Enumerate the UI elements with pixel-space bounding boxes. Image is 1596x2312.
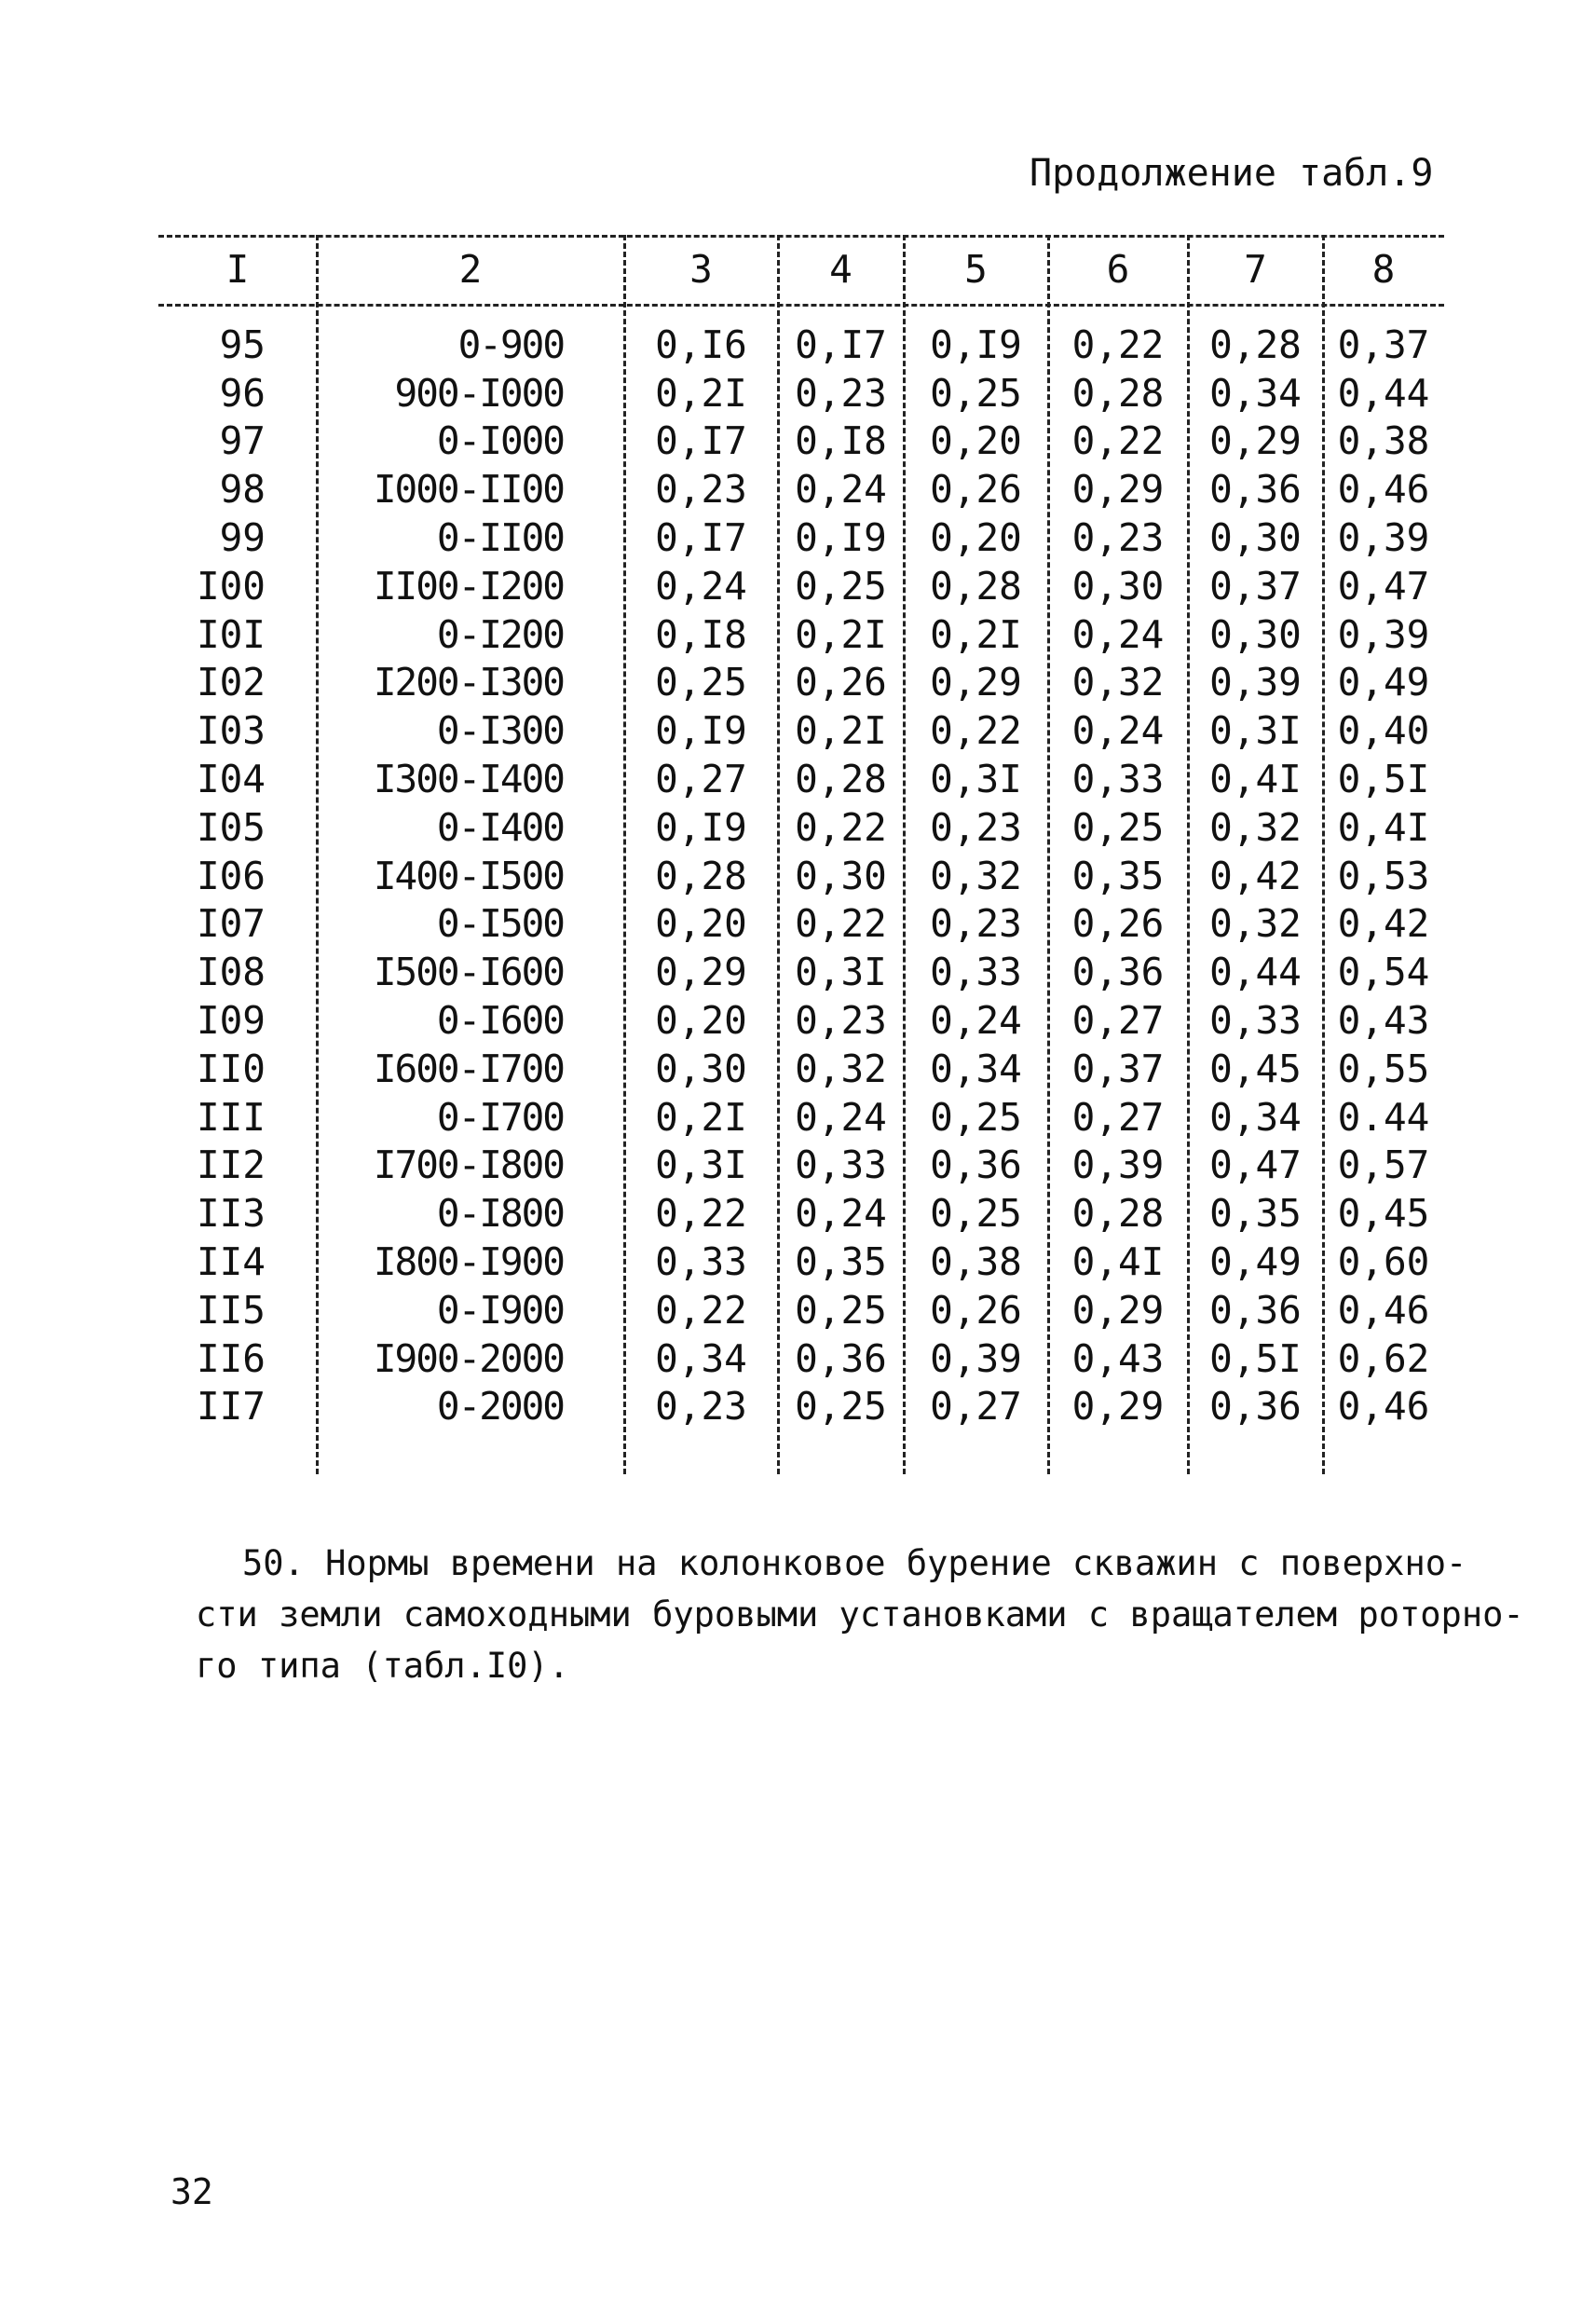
table-cell: 0,28: [930, 563, 1022, 609]
table-cell: 0,26: [795, 660, 887, 705]
table-cell: 0,20: [655, 901, 747, 947]
table-cell: 0,3I: [930, 757, 1022, 802]
table-cell: 0,33: [655, 1239, 747, 1285]
table-row: [158, 706, 1444, 755]
table-cell: 0-I200: [436, 611, 564, 657]
table-cell: 97: [219, 418, 266, 464]
table-cell: 0,24: [1071, 611, 1165, 657]
table-cell: 0,33: [930, 950, 1022, 995]
table-cell: 0,22: [795, 901, 887, 947]
table-cell: II0: [196, 1046, 266, 1091]
table-cell: 0,39: [930, 1335, 1022, 1381]
table-row: [158, 1189, 1444, 1238]
table-row: [158, 417, 1444, 466]
table-row: [158, 465, 1444, 513]
table-cell: I06: [196, 853, 266, 898]
table-cell: 0,30: [1209, 611, 1302, 657]
table-cell: I03: [196, 708, 266, 754]
table-cell: 0,35: [1071, 853, 1165, 898]
table-cell: III: [196, 1094, 266, 1140]
column-header-3: 3: [689, 247, 713, 292]
table-cell: 0,I9: [930, 321, 1022, 367]
table-row: [158, 562, 1444, 610]
table-cell: 0-II00: [436, 515, 564, 561]
table-row: [158, 1383, 1444, 1431]
table-cell: I0I: [196, 611, 266, 657]
table-cell: I07: [196, 901, 266, 947]
table-cell: 0-2000: [436, 1384, 564, 1430]
table-cell: 0,40: [1337, 708, 1430, 754]
table-cell: 95: [219, 321, 266, 367]
table-cell: 0,3I: [795, 950, 887, 995]
table-cell: 0,45: [1337, 1191, 1430, 1237]
table-cell: I800-I900: [373, 1239, 564, 1285]
table-cell: II6: [196, 1335, 266, 1381]
table-cell: 0-I900: [436, 1287, 564, 1333]
table-cell: 0,4I: [1071, 1239, 1165, 1285]
paragraph-line: го типа (табл.I0).: [196, 1646, 569, 1686]
table-cell: 0,23: [655, 1384, 747, 1430]
table-cell: 0,55: [1337, 1046, 1430, 1091]
table-cell: 0,43: [1071, 1335, 1165, 1381]
table-cell: 0,I8: [795, 418, 887, 464]
table-cell: 0,3I: [655, 1142, 747, 1188]
table-cell: 0,33: [795, 1142, 887, 1188]
table-cell: 99: [219, 515, 266, 561]
table-cell: 0,23: [795, 998, 887, 1044]
table-cell: 0,25: [930, 1191, 1022, 1237]
column-header-2: 2: [458, 247, 483, 292]
table-cell: 0,49: [1337, 660, 1430, 705]
table-cell: 0,44: [1337, 370, 1430, 416]
table-cell: I04: [196, 757, 266, 802]
table-cell: 0,22: [1071, 418, 1165, 464]
table-cell: 0.44: [1337, 1094, 1430, 1140]
table-cell: 0,23: [930, 804, 1022, 850]
table-cell: I00: [196, 563, 266, 609]
table-cell: 0,36: [1209, 1287, 1302, 1333]
norms-table: [158, 235, 1444, 1488]
table-cell: 0,39: [1337, 611, 1430, 657]
table-cell: I000-II00: [373, 467, 564, 513]
table-row: [158, 659, 1444, 707]
table-cell: 96: [219, 370, 266, 416]
table-cell: 0,42: [1209, 853, 1302, 898]
table-cell: 0,25: [655, 660, 747, 705]
table-cell: 0,5I: [1209, 1335, 1302, 1381]
table-cell: 0,2I: [795, 708, 887, 754]
table-cell: 0,34: [655, 1335, 747, 1381]
table-row: [158, 304, 1444, 369]
table-cell: 0,28: [1209, 321, 1302, 367]
table-cell: I300-I400: [373, 757, 564, 802]
table-cell: I08: [196, 950, 266, 995]
table-row: [158, 1142, 1444, 1190]
table-cell: 0-I600: [436, 998, 564, 1044]
data-grid: [158, 235, 1444, 1430]
table-cell: 0,28: [655, 853, 747, 898]
table-cell: 0,27: [1071, 1094, 1165, 1140]
table-cell: 0,24: [795, 1094, 887, 1140]
table-cell: 0,27: [1071, 998, 1165, 1044]
table-row: [158, 1286, 1444, 1334]
table-cell: 0-I000: [436, 418, 564, 464]
table-cell: I400-I500: [373, 853, 564, 898]
table-cell: 0,I7: [795, 321, 887, 367]
table-cell: 0-I400: [436, 804, 564, 850]
table-cell: 0,32: [1209, 901, 1302, 947]
table-cell: 0,44: [1209, 950, 1302, 995]
table-cell: 0,25: [795, 1384, 887, 1430]
table-cell: 0-I800: [436, 1191, 564, 1237]
table-cell: I500-I600: [373, 950, 564, 995]
table-cell: 0,32: [930, 853, 1022, 898]
column-header-5: 5: [964, 247, 988, 292]
table-cell: 0,46: [1337, 1384, 1430, 1430]
table-cell: 0,25: [1071, 804, 1165, 850]
table-cell: 0,62: [1337, 1335, 1430, 1381]
table-cell: 0,20: [655, 998, 747, 1044]
table-cell: I05: [196, 804, 266, 850]
table-cell: 0,46: [1337, 467, 1430, 513]
table-row: [158, 803, 1444, 852]
paragraph-line: сти земли самоходными буровыми установками с вращателем роторно-: [196, 1594, 1524, 1635]
table-cell: 0,22: [795, 804, 887, 850]
table-cell: 0,30: [795, 853, 887, 898]
table-cell: 0,35: [1209, 1191, 1302, 1237]
table-cell: 0,30: [655, 1046, 747, 1091]
continuation-title: Продолжение табл.9: [1030, 152, 1434, 195]
table-cell: 0,25: [795, 563, 887, 609]
table-cell: 0,4I: [1209, 757, 1302, 802]
table-cell: 0,I8: [655, 611, 747, 657]
column-header-4: 4: [829, 247, 853, 292]
table-cell: 0,28: [1071, 1191, 1165, 1237]
table-cell: 0,54: [1337, 950, 1430, 995]
table-cell: I700-I800: [373, 1142, 564, 1188]
table-cell: 0,I7: [655, 418, 747, 464]
table-cell: 0,57: [1337, 1142, 1430, 1188]
table-cell: 0,36: [1071, 950, 1165, 995]
table-cell: 0,46: [1337, 1287, 1430, 1333]
table-cell: 0,I9: [655, 804, 747, 850]
table-cell: 0,4I: [1337, 804, 1430, 850]
table-cell: 0,32: [1209, 804, 1302, 850]
table-cell: 0,22: [930, 708, 1022, 754]
table-cell: II4: [196, 1239, 266, 1285]
table-cell: 0,29: [655, 950, 747, 995]
table-row: [158, 369, 1444, 417]
table-cell: 0,24: [795, 467, 887, 513]
table-cell: 0,42: [1337, 901, 1430, 947]
table-cell: 0,27: [930, 1384, 1022, 1430]
table-cell: 0,2I: [655, 370, 747, 416]
table-cell: 0,36: [795, 1335, 887, 1381]
table-cell: 0,2I: [795, 611, 887, 657]
table-cell: 0,37: [1337, 321, 1430, 367]
table-cell: 0-900: [457, 321, 564, 367]
table-row: [158, 755, 1444, 803]
table-cell: 0-I300: [436, 708, 564, 754]
table-row: [158, 900, 1444, 949]
table-cell: 0-I500: [436, 901, 564, 947]
table-cell: 0,26: [930, 1287, 1022, 1333]
table-cell: 0,28: [1071, 370, 1165, 416]
table-cell: 0,2I: [930, 611, 1022, 657]
table-cell: 0,I7: [655, 515, 747, 561]
table-cell: 0,24: [930, 998, 1022, 1044]
table-cell: 0,33: [1209, 998, 1302, 1044]
table-cell: I600-I700: [373, 1046, 564, 1091]
table-cell: 0,60: [1337, 1239, 1430, 1285]
table-cell: 0,36: [1209, 467, 1302, 513]
table-cell: I09: [196, 998, 266, 1044]
table-cell: 0,34: [1209, 1094, 1302, 1140]
table-cell: 98: [219, 467, 266, 513]
table-cell: 0,24: [795, 1191, 887, 1237]
table-cell: II5: [196, 1287, 266, 1333]
table-row: [158, 996, 1444, 1045]
table-cell: 0,35: [795, 1239, 887, 1285]
table-cell: 0,22: [655, 1287, 747, 1333]
table-cell: 0,39: [1071, 1142, 1165, 1188]
clause-50-paragraph: [196, 1538, 1524, 1691]
table-row: [158, 948, 1444, 996]
table-cell: 0,25: [930, 1094, 1022, 1140]
table-cell: 0,23: [655, 467, 747, 513]
paragraph-line: 50. Нормы времени на колонковое бурение скважин с поверхно-: [242, 1543, 1467, 1583]
table-cell: 0,47: [1209, 1142, 1302, 1188]
table-cell: 0-I700: [436, 1094, 564, 1140]
table-row: [158, 1238, 1444, 1286]
table-cell: 0,34: [1209, 370, 1302, 416]
table-cell: 0,26: [1071, 901, 1165, 947]
table-cell: 0,3I: [1209, 708, 1302, 754]
table-cell: 0,24: [655, 563, 747, 609]
table-cell: II2: [196, 1142, 266, 1188]
header-row: [158, 235, 1444, 304]
table-cell: 0,30: [1071, 563, 1165, 609]
table-body: [158, 304, 1444, 1430]
table-cell: 0,37: [1071, 1046, 1165, 1091]
table-cell: 0,29: [930, 660, 1022, 705]
table-cell: 0,38: [930, 1239, 1022, 1285]
table-cell: 0,5I: [1337, 757, 1430, 802]
table-cell: 0,I9: [795, 515, 887, 561]
table-cell: 0,24: [1071, 708, 1165, 754]
table-cell: 0,53: [1337, 853, 1430, 898]
table-cell: 0,25: [930, 370, 1022, 416]
table-cell: 0,32: [795, 1046, 887, 1091]
table-cell: 0,37: [1209, 563, 1302, 609]
table-cell: 0,29: [1209, 418, 1302, 464]
table-cell: 0,25: [795, 1287, 887, 1333]
table-cell: 0,36: [930, 1142, 1022, 1188]
table-cell: 0,26: [930, 467, 1022, 513]
table-cell: 0,22: [1071, 321, 1165, 367]
table-cell: 0,39: [1337, 515, 1430, 561]
table-cell: 900-I000: [394, 370, 564, 416]
table-row: [158, 1334, 1444, 1383]
table-cell: 0,47: [1337, 563, 1430, 609]
table-cell: I900-2000: [373, 1335, 564, 1381]
table-cell: 0,34: [930, 1046, 1022, 1091]
table-cell: 0,I9: [655, 708, 747, 754]
table-cell: 0,43: [1337, 998, 1430, 1044]
table-cell: 0,38: [1337, 418, 1430, 464]
table-cell: 0,39: [1209, 660, 1302, 705]
table-cell: 0,2I: [655, 1094, 747, 1140]
table-cell: 0,I6: [655, 321, 747, 367]
table-cell: 0,29: [1071, 1384, 1165, 1430]
table-cell: 0,29: [1071, 467, 1165, 513]
table-cell: 0,22: [655, 1191, 747, 1237]
table-cell: 0,23: [930, 901, 1022, 947]
table-cell: 0,29: [1071, 1287, 1165, 1333]
table-cell: II7: [196, 1384, 266, 1430]
table-cell: 0,23: [795, 370, 887, 416]
table-row: [158, 852, 1444, 900]
table-cell: 0,20: [930, 418, 1022, 464]
table-cell: 0,28: [795, 757, 887, 802]
table-row: [158, 610, 1444, 659]
table-cell: I200-I300: [373, 660, 564, 705]
column-header-6: 6: [1106, 247, 1130, 292]
table-cell: 0,27: [655, 757, 747, 802]
table-row: [158, 513, 1444, 562]
table-cell: 0,49: [1209, 1239, 1302, 1285]
column-header-8: 8: [1371, 247, 1396, 292]
table-cell: 0,20: [930, 515, 1022, 561]
table-cell: 0,23: [1071, 515, 1165, 561]
column-header-7: 7: [1244, 247, 1267, 292]
table-cell: II3: [196, 1191, 266, 1237]
table-cell: 0,36: [1209, 1384, 1302, 1430]
table-cell: 0,32: [1071, 660, 1165, 705]
table-row: [158, 1045, 1444, 1093]
table-cell: II00-I200: [373, 563, 564, 609]
table-cell: I02: [196, 660, 266, 705]
table-cell: 0,45: [1209, 1046, 1302, 1091]
column-header-1: I: [225, 247, 250, 292]
table-cell: 0,30: [1209, 515, 1302, 561]
table-cell: 0,33: [1071, 757, 1165, 802]
table-row: [158, 1093, 1444, 1142]
page-number: 32: [171, 2171, 213, 2212]
